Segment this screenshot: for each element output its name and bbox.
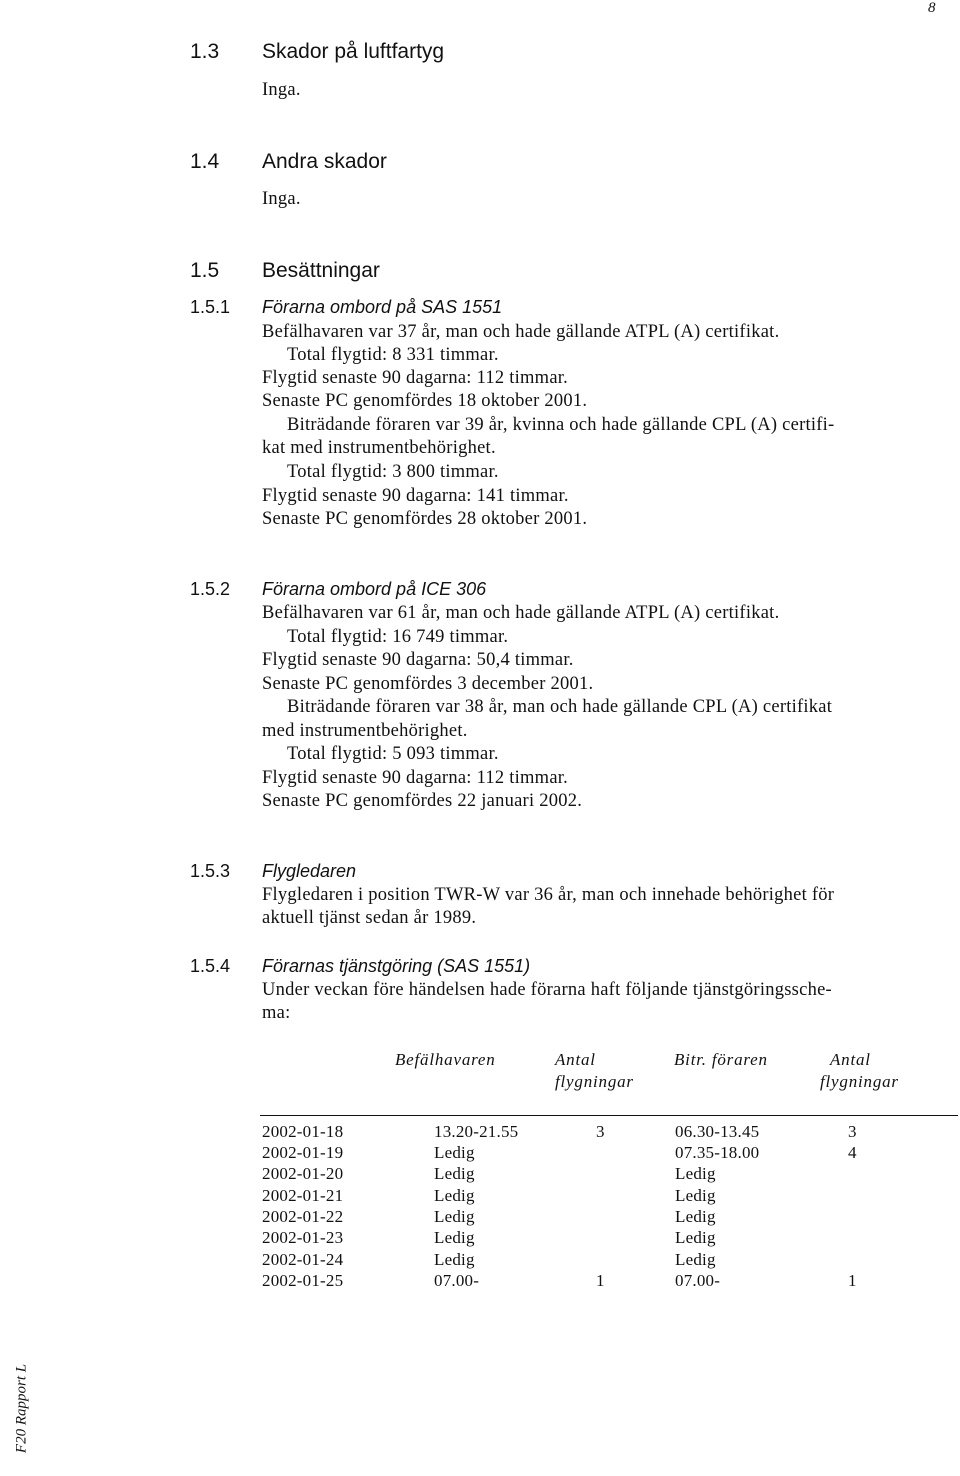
table-cell-date: 2002-01-23 <box>262 1228 344 1247</box>
section-1-5-2-line: Biträdande föraren var 38 år, man och hade gällande CPL (A) certifikat <box>287 697 833 717</box>
section-1-5-1-line: Senaste PC genomfördes 18 oktober 2001. <box>262 391 588 411</box>
section-1-5-1-line: kat med instrumentbehörighet. <box>262 438 496 458</box>
section-1-5-3-number: 1.5.3 <box>190 861 231 881</box>
section-1-5-2-line: Total flygtid: 16 749 timmar. <box>287 627 509 647</box>
table-cell-date: 2002-01-20 <box>262 1164 344 1183</box>
section-1-3-number: 1.3 <box>190 40 220 63</box>
section-1-4-title: Andra skador <box>262 150 387 173</box>
section-1-4-text: Inga. <box>262 189 301 209</box>
section-1-5-2-line: med instrumentbehörighet. <box>262 721 468 741</box>
section-1-5-1-line: Senaste PC genomfördes 28 oktober 2001. <box>262 509 588 529</box>
table-cell-date: 2002-01-18 <box>262 1122 344 1141</box>
table-cell-copilot: Ledig <box>675 1207 716 1226</box>
section-1-5-1-line: Flygtid senaste 90 dagarna: 112 timmar. <box>262 368 569 388</box>
table-cell-copilot: Ledig <box>675 1250 716 1269</box>
section-1-5-1-line: Total flygtid: 8 331 timmar. <box>287 345 499 365</box>
table-cell-commander: Ledig <box>434 1207 475 1226</box>
table-rule <box>260 1115 958 1116</box>
table-header-count1-line2: flygningar <box>555 1072 634 1091</box>
table-cell-count2: 1 <box>848 1271 857 1290</box>
table-cell-commander: Ledig <box>434 1228 475 1247</box>
section-1-3-text: Inga. <box>262 80 301 100</box>
table-cell-commander: Ledig <box>434 1164 475 1183</box>
section-1-5-3-line: Flygledaren i position TWR-W var 36 år, man och innehade behörighet för <box>262 885 835 905</box>
table-cell-count1: 1 <box>596 1271 605 1290</box>
table-header-count2-line2: flygningar <box>820 1072 899 1091</box>
table-header-commander: Befälhavaren <box>395 1050 496 1069</box>
table-header-count1: Antal <box>555 1050 596 1069</box>
table-cell-commander: 13.20-21.55 <box>434 1122 519 1141</box>
table-cell-date: 2002-01-24 <box>262 1250 344 1269</box>
section-1-5-1-line: Total flygtid: 3 800 timmar. <box>287 462 499 482</box>
table-cell-date: 2002-01-19 <box>262 1143 344 1162</box>
table-cell-copilot: Ledig <box>675 1186 716 1205</box>
section-1-5-2-line: Flygtid senaste 90 dagarna: 50,4 timmar. <box>262 650 574 670</box>
section-1-5-2-line: Flygtid senaste 90 dagarna: 112 timmar. <box>262 768 569 788</box>
section-1-5-4-number: 1.5.4 <box>190 956 231 976</box>
side-report-label: F20 Rapport L <box>13 1363 30 1454</box>
table-header-count2: Antal <box>830 1050 871 1069</box>
table-cell-copilot: 07.00- <box>675 1271 721 1290</box>
table-header-copilot: Bitr. föraren <box>674 1050 768 1069</box>
section-1-5-2-line: Senaste PC genomfördes 22 januari 2002. <box>262 791 583 811</box>
table-cell-date: 2002-01-22 <box>262 1207 344 1226</box>
section-1-5-1-line: Flygtid senaste 90 dagarna: 141 timmar. <box>262 486 569 506</box>
page-number: 8 <box>928 0 936 16</box>
section-1-5-2-line: Total flygtid: 5 093 timmar. <box>287 744 499 764</box>
section-1-5-3-title: Flygledaren <box>262 861 357 881</box>
table-cell-date: 2002-01-25 <box>262 1271 344 1290</box>
table-cell-copilot: 06.30-13.45 <box>675 1122 760 1141</box>
section-1-5-1-title: Förarna ombord på SAS 1551 <box>262 297 503 317</box>
section-1-5-title: Besättningar <box>262 259 380 282</box>
table-cell-commander: 07.00- <box>434 1271 480 1290</box>
section-1-5-4-title: Förarnas tjänstgöring (SAS 1551) <box>262 956 531 976</box>
table-cell-copilot: Ledig <box>675 1228 716 1247</box>
section-1-3-title: Skador på luftfartyg <box>262 40 445 63</box>
section-1-5-2-title: Förarna ombord på ICE 306 <box>262 579 487 599</box>
section-1-5-3-line: aktuell tjänst sedan år 1989. <box>262 908 477 928</box>
table-cell-commander: Ledig <box>434 1250 475 1269</box>
table-cell-date: 2002-01-21 <box>262 1186 344 1205</box>
section-1-5-2-number: 1.5.2 <box>190 579 231 599</box>
table-cell-count2: 4 <box>848 1143 857 1162</box>
table-cell-commander: Ledig <box>434 1186 475 1205</box>
section-1-5-1-line: Biträdande föraren var 39 år, kvinna och hade gällande CPL (A) certifi- <box>287 415 835 435</box>
section-1-5-2-line: Senaste PC genomfördes 3 december 2001. <box>262 674 594 694</box>
section-1-5-4-line: ma: <box>262 1003 291 1023</box>
table-cell-copilot: 07.35-18.00 <box>675 1143 760 1162</box>
section-1-5-4-line: Under veckan före händelsen hade förarna haft följande tjänstgöringssche- <box>262 980 832 1000</box>
table-cell-count2: 3 <box>848 1122 857 1141</box>
section-1-4-number: 1.4 <box>190 150 220 173</box>
section-1-5-1-number: 1.5.1 <box>190 297 231 317</box>
section-1-5-2-line: Befälhavaren var 61 år, man och hade gällande ATPL (A) certifikat. <box>262 603 780 623</box>
table-cell-copilot: Ledig <box>675 1164 716 1183</box>
table-cell-count1: 3 <box>596 1122 605 1141</box>
section-1-5-number: 1.5 <box>190 259 220 282</box>
table-cell-commander: Ledig <box>434 1143 475 1162</box>
section-1-5-1-line: Befälhavaren var 37 år, man och hade gällande ATPL (A) certifikat. <box>262 322 780 342</box>
